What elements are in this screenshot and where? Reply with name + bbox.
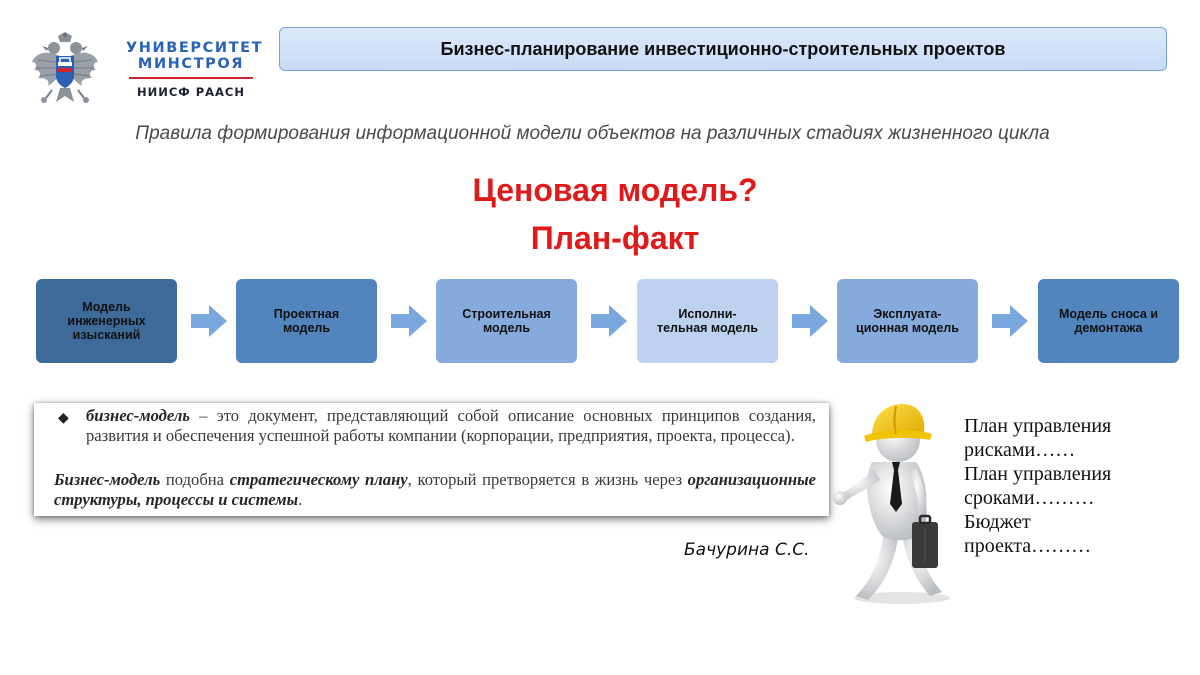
plan-item: План управления (964, 415, 1112, 437)
stage-engineering-surveys: Модель инженерных изысканий (36, 279, 177, 363)
comparison-text-c: . (298, 490, 303, 509)
plan-item: рисками…… (964, 439, 1076, 461)
logo-line-niisf: НИИСФ РААСН (136, 85, 245, 99)
arrow-right-icon (992, 305, 1028, 337)
header-title: Бизнес-планирование инвестиционно-строительных проектов (440, 38, 1006, 59)
stage-demolition-model: Модель сноса и демонтажа (1038, 279, 1179, 363)
stage-as-built-model: Исполни- тельная модель (637, 279, 778, 363)
university-logo (30, 32, 264, 112)
comparison-paragraph (54, 470, 816, 510)
comparison-text-a: подобна (160, 470, 230, 489)
plan-item: Бюджет (964, 511, 1031, 533)
slide-subtitle: Правила формирования информационной модели объектов на различных стадиях жизненного цикла (135, 123, 1050, 144)
arrow-right-icon (792, 305, 828, 337)
term-business-model: бизнес-модель (86, 406, 190, 425)
plan-item: План управления (964, 463, 1112, 485)
term-strategic-plan: стратегическому плану (229, 470, 408, 489)
heading-plan-fact: План-факт (530, 220, 700, 256)
logo-line-minstroy: МИНСТРОЯ (137, 56, 245, 72)
eagle-emblem-icon (30, 32, 100, 112)
header-banner (279, 27, 1167, 71)
arrow-right-icon (191, 305, 227, 337)
business-model-definition (34, 403, 829, 516)
lifecycle-flow (36, 279, 1181, 363)
arrow-right-icon (391, 305, 427, 337)
author-credit: Бачурина С.С. (684, 540, 810, 560)
plans-list (964, 414, 1164, 558)
arrow-right-icon (591, 305, 627, 337)
man-with-hard-hat-icon (832, 400, 964, 605)
term-org-structures: организационные структуры, процессы и системы (54, 470, 816, 509)
plan-item: сроками……… (964, 487, 1095, 509)
heading-price-model: Ценовая модель? (472, 172, 758, 208)
stage-operation-model: Эксплуата- ционная модель (837, 279, 978, 363)
stage-construction-model: Строительная модель (436, 279, 577, 363)
definition-paragraph (86, 406, 816, 446)
stage-design-model: Проектная модель (236, 279, 377, 363)
term-business-model-2: Бизнес-модель (54, 470, 161, 489)
logo-divider (129, 77, 253, 79)
diamond-bullet-icon: ◆ (58, 411, 69, 426)
comparison-text-b: , который претворяется в жизнь через (407, 470, 688, 489)
logo-text (126, 40, 264, 99)
logo-line-university: УНИВЕРСИТЕТ (126, 40, 264, 56)
definition-text: – это документ, представляющий собой описание основных принципов создания, развития и обеспечения успешной работы компании (корпорации, предприятия, проекта, процесса). (86, 406, 816, 445)
plan-item: проекта……… (964, 535, 1092, 557)
